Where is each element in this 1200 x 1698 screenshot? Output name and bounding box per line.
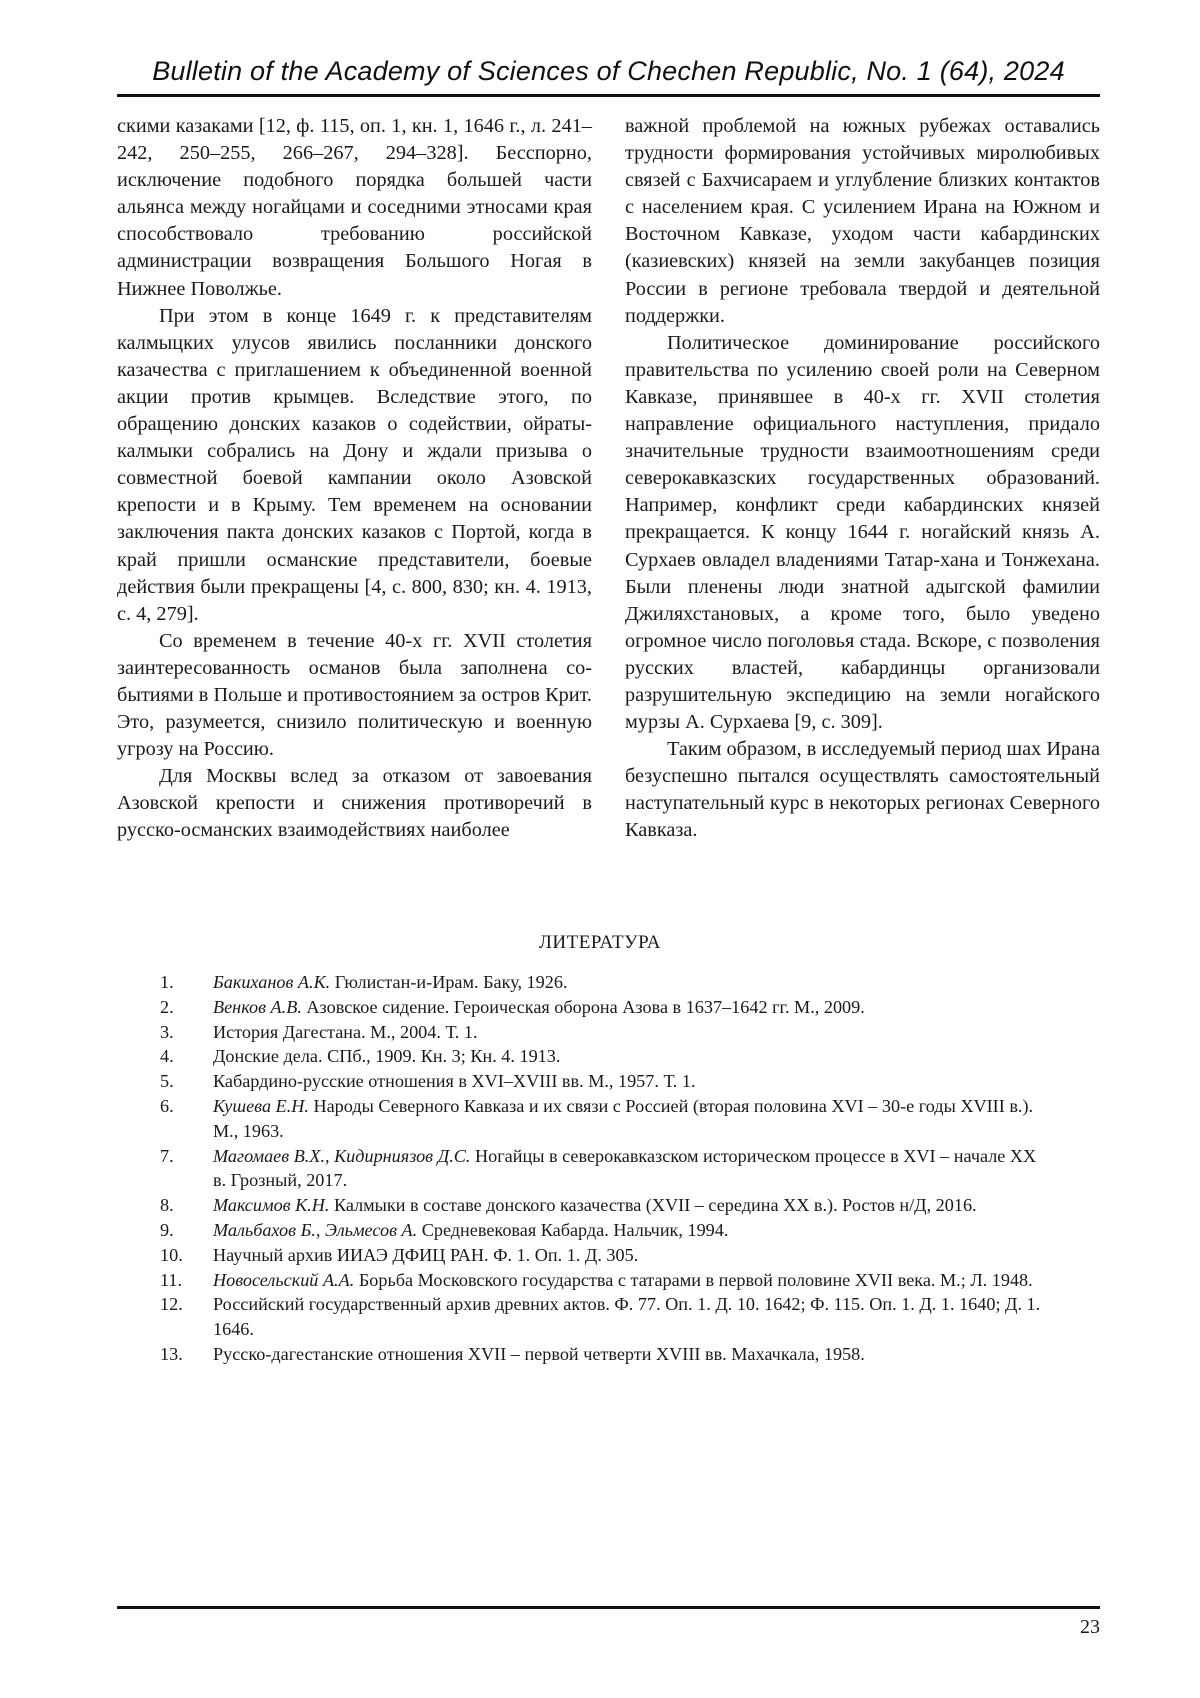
paragraph: При этом в конце 1649 г. к представителям калмыцких улусов явились посланники донского казачества с приглашением к объединенной военной акции против крымцев. Вследствие этого, по обращению донских казаков о содействии, ойраты-калмыки собрались на Дону и ждали призыва о совместной боевой кампании около Азовской крепости и в Крыму. Тем временем на основании заключения пакта донских казаков с Портой, когда в край пришли османские представители, боевые действия были прекращены [4, с. 800, 830; кн. 4. 1913, с. 4, 279]. (117, 304, 592, 625)
reference-item (160, 1144, 1046, 1194)
references-heading: ЛИТЕРАТУРА (539, 932, 661, 953)
reference-number: 3. (160, 1021, 174, 1042)
reference-item (160, 1193, 1046, 1218)
reference-author: Бакиханов А.К. (213, 972, 331, 992)
reference-text: Кабардино-русские отношения в XVI–XVIII вв. М., 1957. Т. 1. (213, 1071, 696, 1092)
reference-number: 8. (160, 1195, 174, 1216)
page-number: 23 (1080, 1616, 1100, 1638)
reference-text: Борьба Московского государства с татарами в первой половине XVII века. М.; Л. 1948. (354, 1269, 1033, 1290)
reference-number: 9. (160, 1219, 174, 1240)
reference-text: Народы Северного Кавказа и их связи с Россией (вторая половина XVI – 30-е годы XVIII в.). М., 1963. (213, 1095, 1034, 1141)
reference-number: 4. (160, 1046, 174, 1067)
running-header (117, 52, 1100, 97)
left-column (117, 113, 592, 845)
reference-number: 10. (160, 1244, 183, 1265)
references-list (160, 970, 1046, 1367)
reference-text: Гюлистан-и-Ирам. Баку, 1926. (330, 972, 568, 992)
reference-text: Донские дела. СПб., 1909. Кн. 3; Кн. 4. 1913. (213, 1046, 561, 1067)
reference-item (160, 1020, 1046, 1045)
reference-author: Максимов К.Н. (213, 1195, 330, 1216)
paragraph: Политическое доминирование российского правительства по усилению своей роли на Северном Кавказе, принявшее в 40-х гг. XVII столетия направление официального наступления, придало значительные трудности взаимоотношениям среди северокавказских государственных образований. Например, конфликт среди кабардинских князей прекращается. К концу 1644 г. ногайский князь А. Сурхаев овладел владениями Татар-хана и Тонжехана. Были пленены люди знатной адыгской фамилии Джиляхстановых, а кроме того, было уведено огромное число поголовья стада. Вскоре, с позволения русских властей, кабардинцы организовали разрушительную экспедицию на земли ногайского мурзы А. Сурхаева [9, с. 309]. (625, 331, 1100, 734)
reference-text: Ногайцы в северокавказском историческом процессе в XVI – начале XX в. Грозный, 2017. (213, 1145, 1037, 1191)
footer-rule (117, 1606, 1100, 1609)
reference-author: Кушева Е.Н. (213, 1095, 309, 1116)
reference-text: Средневековая Кабарда. Нальчик, 1994. (417, 1219, 729, 1240)
reference-item (160, 1069, 1046, 1094)
reference-text: Российский государственный архив древних актов. Ф. 77. Оп. 1. Д. 10. 1642; Ф. 115. Оп. 1. Д. 1. 1640; Д. 1. 1646. (213, 1294, 1041, 1340)
reference-number: 13. (160, 1343, 183, 1364)
reference-number: 7. (160, 1145, 174, 1166)
reference-item (160, 1342, 1046, 1367)
reference-item (160, 1094, 1046, 1144)
reference-number: 6. (160, 1095, 174, 1116)
reference-item (160, 1044, 1046, 1069)
reference-number: 11. (160, 1269, 183, 1290)
reference-item (160, 1218, 1046, 1243)
reference-author: Венков А.В. (213, 996, 302, 1017)
reference-item (160, 995, 1046, 1020)
reference-text: Азовское сидение. Героическая оборона Азова в 1637–1642 гг. М., 2009. (301, 996, 865, 1017)
paragraph: скими казаками [12, ф. 115, оп. 1, кн. 1, 1646 г., л. 241–242, 250–255, 266–267, 294–328]. Бесспорно, исключение подобного порядка большей части альянса между ногайцами и соседними этносами края способствовало требованию российской администрации возвращения Большого Ногая в Нижнее Поволжье. (117, 115, 592, 300)
reference-item (160, 1268, 1046, 1293)
body-columns (117, 113, 1100, 873)
reference-item (160, 970, 1046, 995)
paragraph: Со временем в течение 40-х гг. XVII столетия заинтересованность османов была заполнена событиями в Польше и противостоянием за остров Крит. Это, разумеется, снизило политическую и военную угрозу на Россию. (117, 629, 592, 761)
reference-author: Новосельский А.А. (213, 1269, 355, 1290)
reference-text: Русско-дагестанские отношения XVII – первой четверти XVIII вв. Махачкала, 1958. (213, 1343, 865, 1364)
paragraph: важной проблемой на южных рубежах оставались трудности формирования устойчивых миролюбивых связей с Бахчисараем и углубление близких контактов с населением края. С усилением Ирана на Южном и Восточном Кавказе, уходом части кабардинских (казиевских) князей на земли закубанцев позиция России в регионе требовала твердой и деятельной поддержки. (625, 115, 1100, 327)
reference-text: История Дагестана. М., 2004. Т. 1. (213, 1021, 478, 1042)
reference-number: 1. (160, 972, 174, 992)
right-column (625, 113, 1100, 845)
reference-number: 2. (160, 996, 174, 1017)
reference-item (160, 1292, 1046, 1342)
reference-text: Научный архив ИИАЭ ДФИЦ РАН. Ф. 1. Оп. 1. Д. 305. (213, 1244, 639, 1265)
paragraph: Таким образом, в исследуемый период шах Ирана безуспешно пытался осуществлять самостоятельный наступательный курс в некоторых регионах Северного Кавказа. (625, 738, 1100, 842)
reference-author: Магомаев В.Х., Кидирниязов Д.С. (213, 1145, 471, 1166)
reference-author: Мальбахов Б., Эльмесов А. (213, 1219, 418, 1240)
reference-number: 5. (160, 1071, 174, 1092)
reference-item (160, 1243, 1046, 1268)
reference-text: Калмыки в составе донского казачества (XVII – середина XX в.). Ростов н/Д, 2016. (329, 1195, 977, 1216)
paragraph: Для Москвы вслед за отказом от завоевания Азовской крепости и снижения противоречий в русско-османских взаимодействиях наиболее (117, 765, 592, 842)
journal-title: Bulletin of the Academy of Sciences of Chechen Republic, No. 1 (64), 2024 (152, 56, 1065, 86)
reference-number: 12. (160, 1294, 183, 1315)
